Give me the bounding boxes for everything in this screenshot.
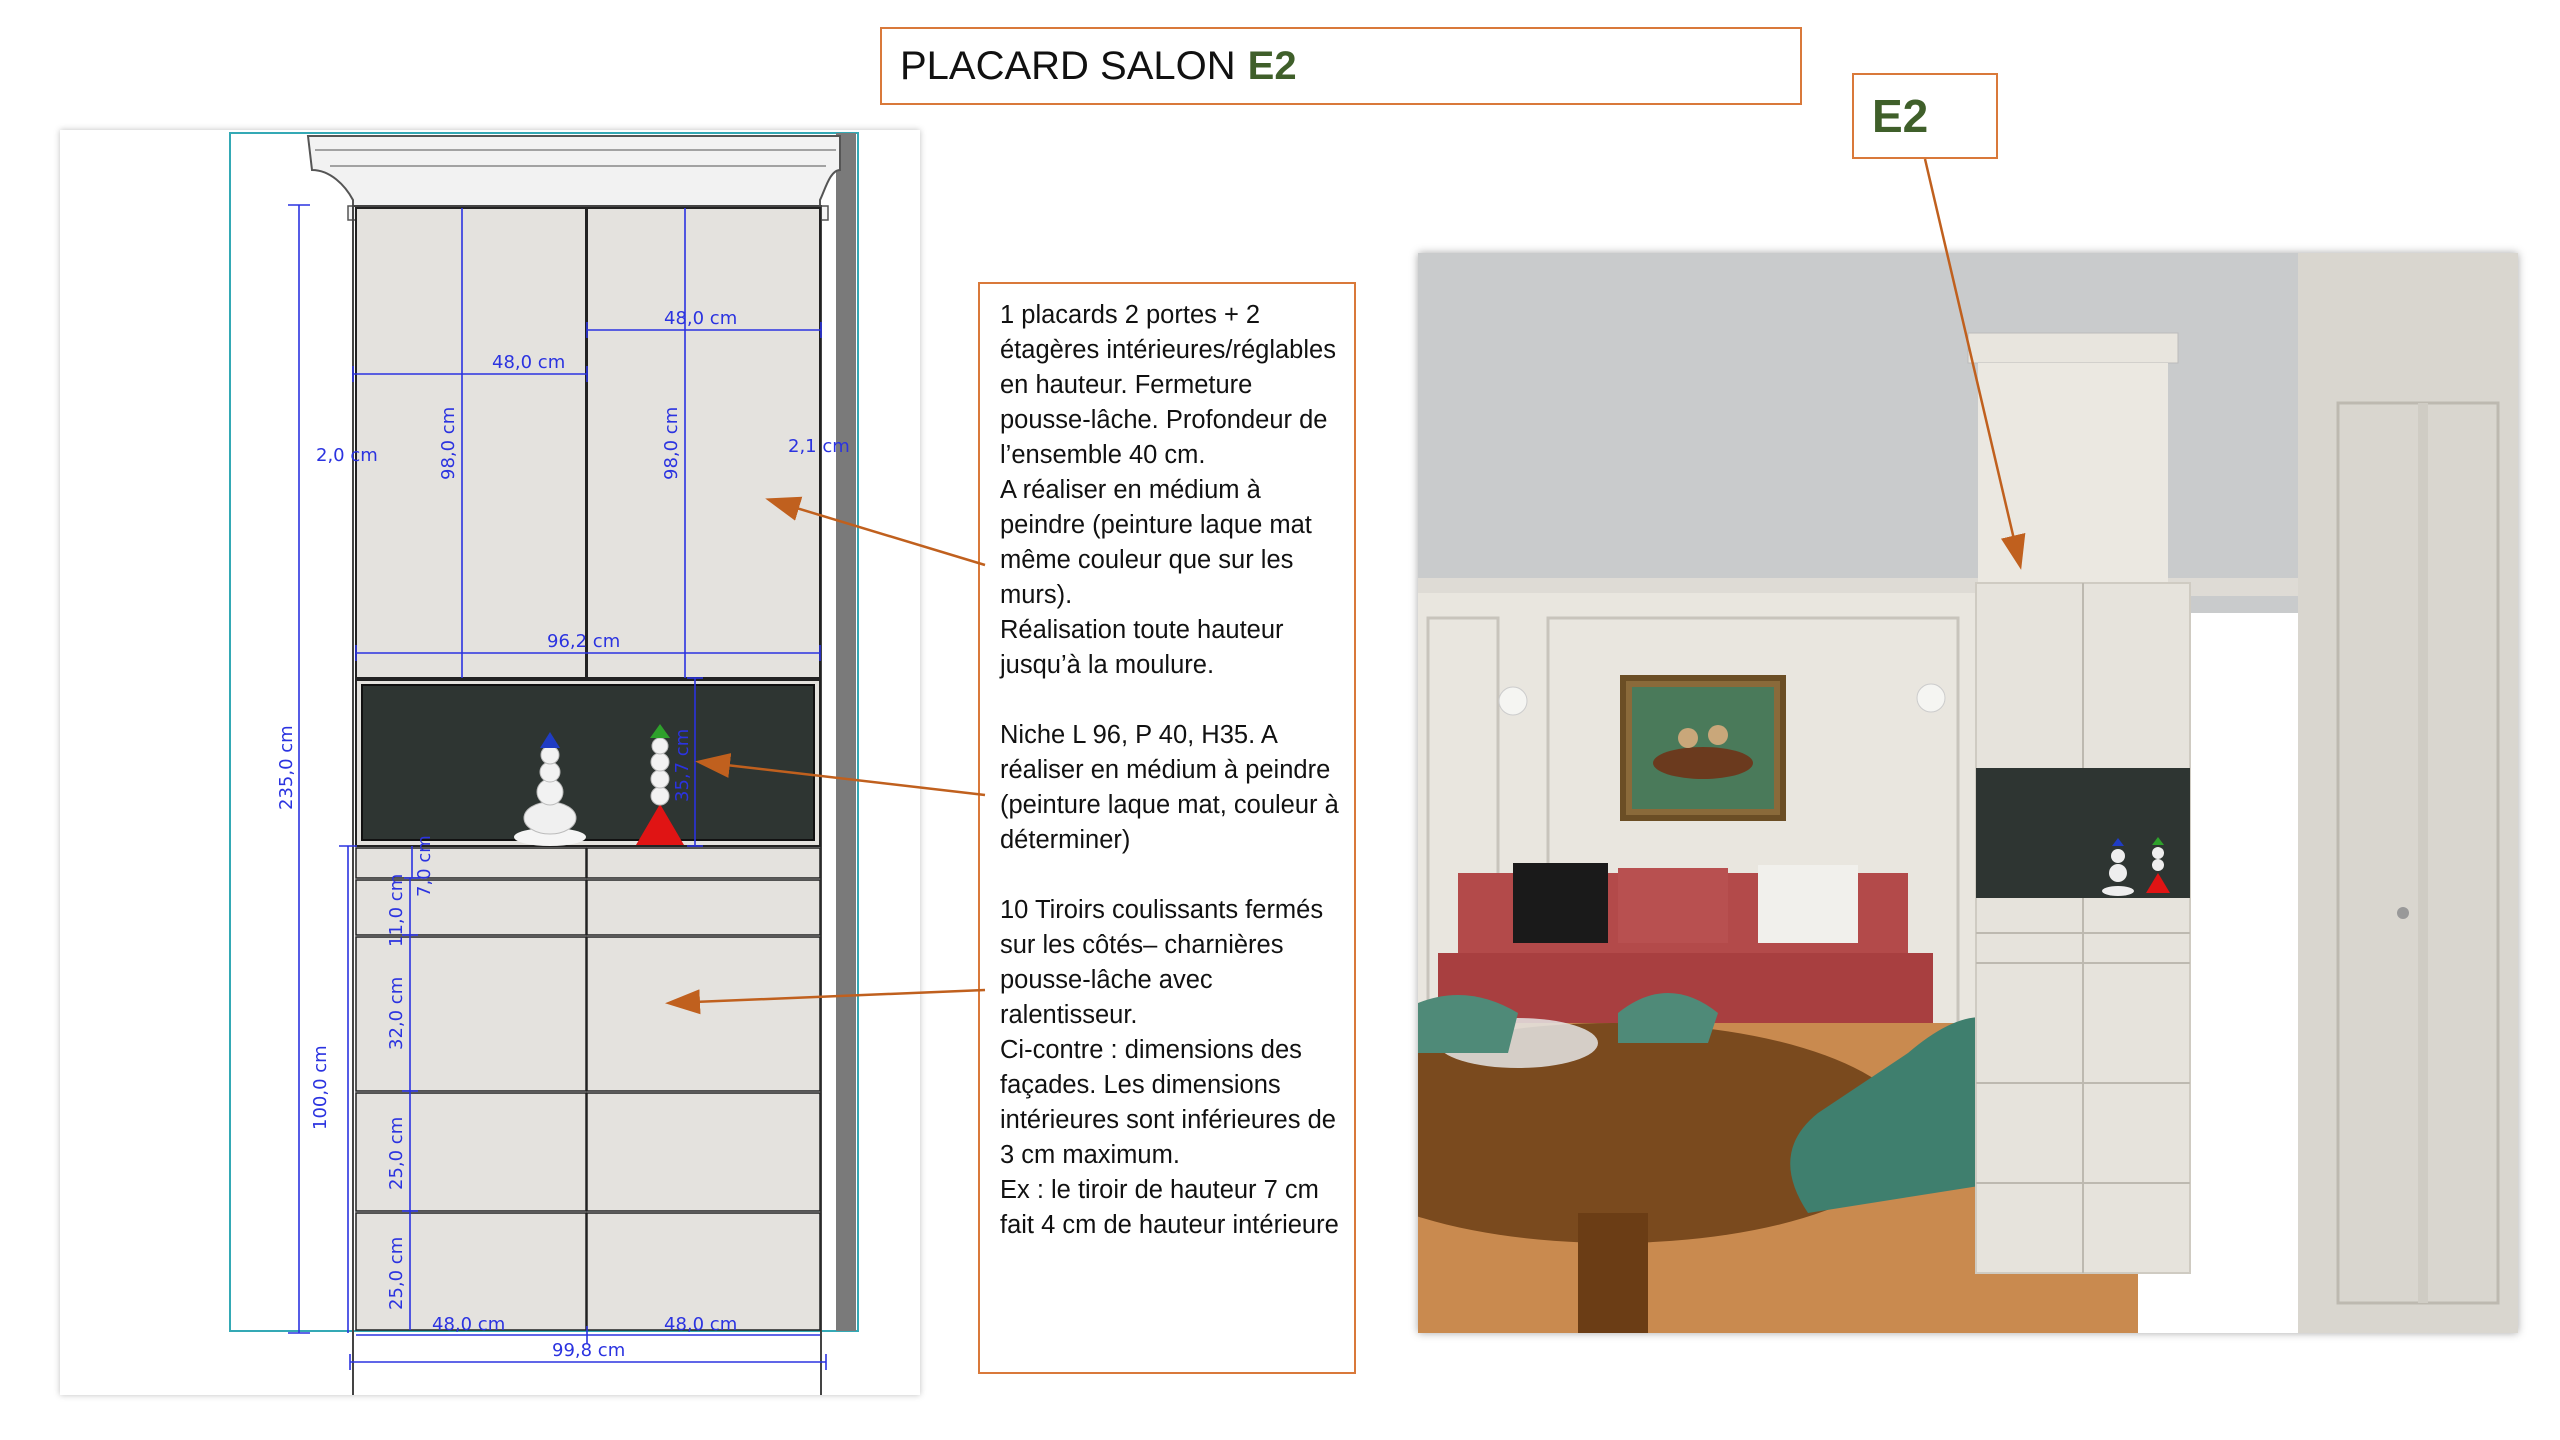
side-wall [836, 133, 856, 1331]
elevation-plan [60, 130, 920, 1395]
description-block-3: 10 Tiroirs coulissants fermés sur les côtés– charnières pousse-lâche avec ralentisseur. Ci-contre : dimensions des façades. Les dimensions intérieures sont inférieures de 3 cm maximum. Ex : le tiroir de hauteur 7 cm fait 4 cm de hauteur intérieure [1000, 896, 1339, 1239]
dim-bottom-right-width: 48,0 cm [664, 1314, 738, 1335]
drawer-grid [356, 848, 820, 1330]
niche [362, 685, 814, 840]
render-tag: E2 [1852, 73, 1998, 159]
dim-total-height: 235,0 cm [276, 725, 297, 810]
dim-drawer-3: 32,0 cm [386, 976, 407, 1050]
upper-door-right [587, 208, 820, 678]
upper-door-left [356, 208, 586, 678]
page-title [880, 27, 1802, 105]
dim-top-right-width: 48,0 cm [664, 308, 738, 329]
elevation-drawing [60, 130, 920, 1395]
cornice-moulding [308, 136, 840, 206]
room-render-illustration [1418, 253, 2518, 1333]
dim-drawer-2: 11,0 cm [386, 873, 407, 947]
dim-right-side: 2,1 cm [788, 436, 850, 457]
dim-drawer-1: 7,0 cm [414, 835, 435, 897]
room-render [1418, 253, 2518, 1333]
dim-overall-width: 99,8 cm [552, 1340, 626, 1361]
dim-drawer-5: 25,0 cm [386, 1236, 407, 1310]
title-code: E2 [1247, 43, 1297, 88]
dim-niche-height: 35,7 cm [672, 728, 693, 802]
dim-bottom-left-width: 48,0 cm [432, 1314, 506, 1335]
dim-lower-height: 100,0 cm [310, 1045, 331, 1130]
dim-drawer-4: 25,0 cm [386, 1116, 407, 1190]
description-box [978, 282, 1356, 1374]
dim-top-left-width: 48,0 cm [492, 352, 566, 373]
description-block-1: 1 placards 2 portes + 2 étagères intérieures/réglables en hauteur. Fermeture pousse-lâche. Profondeur de l’ensemble 40 cm. A réaliser en médium à peindre (peinture laque mat même couleur que sur les murs). Réalisation toute hauteur jusqu’à la moulure. [1000, 301, 1336, 679]
dim-left-side: 2,0 cm [316, 445, 378, 466]
title-text: PLACARD SALON [900, 43, 1236, 88]
dim-left-door-height: 98,0 cm [438, 406, 459, 480]
dim-right-door-height: 98,0 cm [661, 406, 682, 480]
dim-inner-width: 96,2 cm [547, 631, 621, 652]
description-block-2: Niche L 96, P 40, H35. A réaliser en médium à peindre (peinture laque mat, couleur à déterminer) [1000, 721, 1346, 854]
